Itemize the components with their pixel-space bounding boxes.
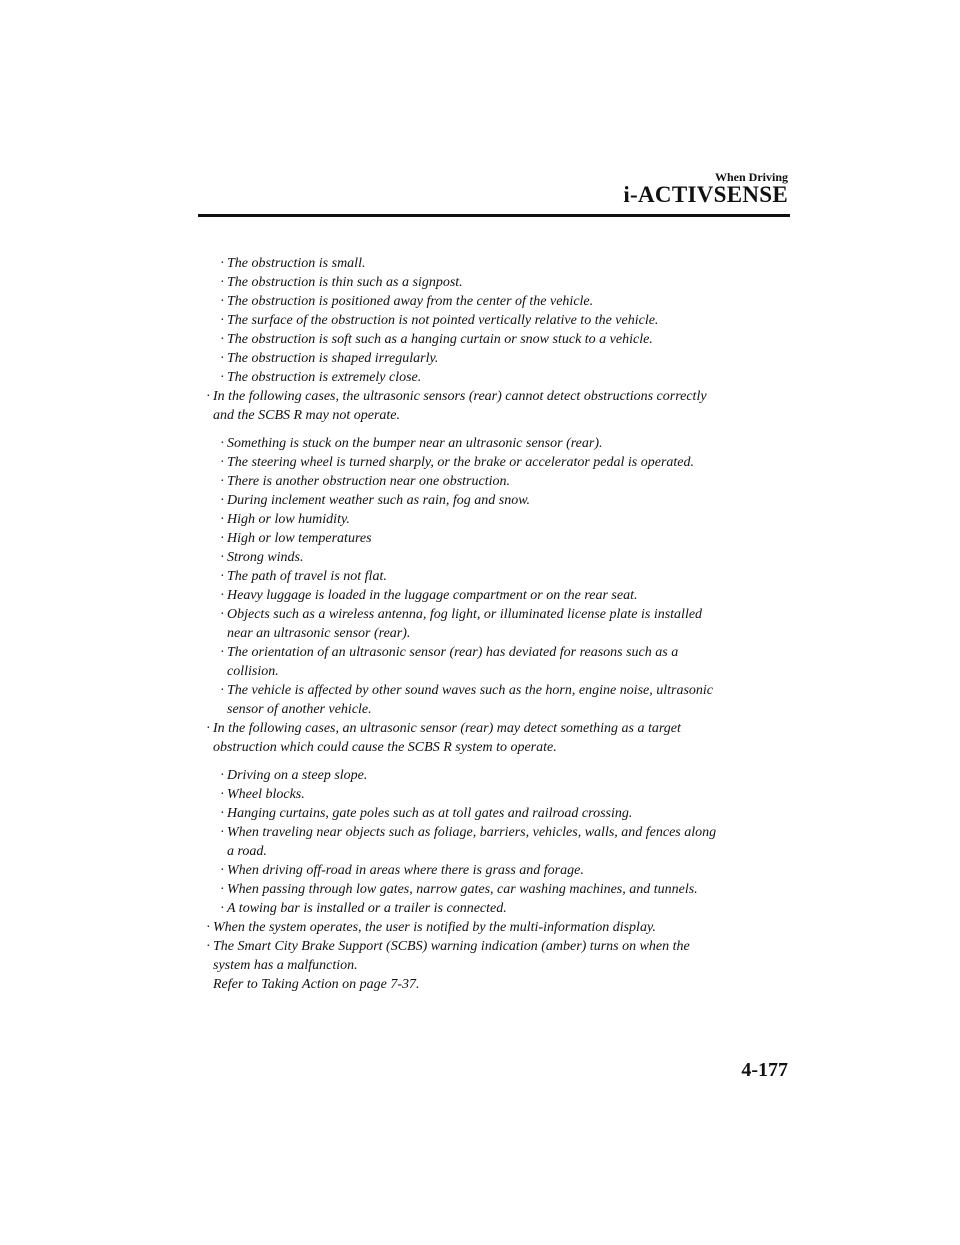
bullet-icon: · xyxy=(206,721,211,736)
list-item: · Something is stuck on the bumper near an ultrasonic sensor (rear). xyxy=(227,434,603,454)
list-item: · During inclement weather such as rain, fog and snow. xyxy=(227,491,530,511)
bullet-icon: · xyxy=(220,332,225,347)
list-item: · Wheel blocks. xyxy=(227,785,305,805)
list-item: · The vehicle is affected by other sound waves such as the horn, engine noise, ultrasonic xyxy=(227,681,713,701)
list-item-continuation: sensor of another vehicle. xyxy=(227,702,372,717)
list-item: · The steering wheel is turned sharply, or the brake or accelerator pedal is operated. xyxy=(227,453,694,473)
bullet-icon: · xyxy=(206,939,211,954)
list-item: · The obstruction is thin such as a signpost. xyxy=(227,273,463,293)
bullet-icon: · xyxy=(206,920,211,935)
bullet-icon: · xyxy=(220,493,225,508)
list-item: · In the following cases, the ultrasonic sensors (rear) cannot detect obstructions correctly xyxy=(213,387,707,407)
list-item: · When traveling near objects such as foliage, barriers, vehicles, walls, and fences along xyxy=(227,823,716,843)
bullet-icon: · xyxy=(220,768,225,783)
bullet-icon: · xyxy=(220,313,225,328)
cross-reference: Refer to Taking Action on page 7-37. xyxy=(213,977,420,992)
bullet-icon: · xyxy=(220,550,225,565)
list-item-continuation: collision. xyxy=(227,664,279,679)
bullet-icon: · xyxy=(220,351,225,366)
bullet-icon: · xyxy=(220,787,225,802)
bullet-icon: · xyxy=(220,645,225,660)
list-item: · The path of travel is not flat. xyxy=(227,567,387,587)
list-item: · Strong winds. xyxy=(227,548,304,568)
list-item-continuation: obstruction which could cause the SCBS R system to operate. xyxy=(213,740,557,755)
list-item: · Heavy luggage is loaded in the luggage compartment or on the rear seat. xyxy=(227,586,637,606)
list-item-continuation: near an ultrasonic sensor (rear). xyxy=(227,626,411,641)
list-item: · The obstruction is shaped irregularly. xyxy=(227,349,438,369)
list-item: · High or low humidity. xyxy=(227,510,350,530)
bullet-icon: · xyxy=(220,474,225,489)
list-item-continuation: and the SCBS R may not operate. xyxy=(213,408,401,423)
list-item: · The obstruction is extremely close. xyxy=(227,368,421,388)
list-item: · The obstruction is soft such as a hanging curtain or snow stuck to a vehicle. xyxy=(227,330,653,350)
list-item: · The orientation of an ultrasonic sensor (rear) has deviated for reasons such as a xyxy=(227,643,678,663)
bullet-icon: · xyxy=(220,531,225,546)
bullet-icon: · xyxy=(220,512,225,527)
bullet-icon: · xyxy=(220,683,225,698)
list-item: · There is another obstruction near one obstruction. xyxy=(227,472,510,492)
list-item: · The surface of the obstruction is not pointed vertically relative to the vehicle. xyxy=(227,311,658,331)
list-item: · In the following cases, an ultrasonic sensor (rear) may detect something as a target xyxy=(213,719,681,739)
list-item: · When driving off-road in areas where there is grass and forage. xyxy=(227,861,584,881)
list-item-continuation: system has a malfunction. xyxy=(213,958,358,973)
list-item: · When passing through low gates, narrow gates, car washing machines, and tunnels. xyxy=(227,880,698,900)
bullet-icon: · xyxy=(220,806,225,821)
bullet-icon: · xyxy=(220,275,225,290)
bullet-icon: · xyxy=(220,863,225,878)
bullet-icon: · xyxy=(206,389,211,404)
bullet-icon: · xyxy=(220,607,225,622)
list-item: · Objects such as a wireless antenna, fog light, or illuminated license plate is installed xyxy=(227,605,702,625)
list-item: · The obstruction is positioned away from the center of the vehicle. xyxy=(227,292,593,312)
bullet-icon: · xyxy=(220,882,225,897)
section-label: When Driving xyxy=(714,170,788,184)
list-item: · The Smart City Brake Support (SCBS) warning indication (amber) turns on when the xyxy=(213,937,690,957)
bullet-icon: · xyxy=(220,825,225,840)
list-item: · A towing bar is installed or a trailer is connected. xyxy=(227,899,507,919)
chapter-title: i-ACTIVSENSE xyxy=(623,182,788,207)
page-number: 4-177 xyxy=(741,1059,788,1081)
bullet-icon: · xyxy=(220,569,225,584)
list-item: · Driving on a steep slope. xyxy=(227,766,367,786)
list-item: · The obstruction is small. xyxy=(227,254,365,274)
bullet-icon: · xyxy=(220,256,225,271)
bullet-icon: · xyxy=(220,455,225,470)
bullet-icon: · xyxy=(220,436,225,451)
list-item: · When the system operates, the user is notified by the multi-information display. xyxy=(213,918,656,938)
list-item: · High or low temperatures xyxy=(227,529,372,549)
bullet-icon: · xyxy=(220,370,225,385)
list-item: · Hanging curtains, gate poles such as at toll gates and railroad crossing. xyxy=(227,804,632,824)
bullet-icon: · xyxy=(220,901,225,916)
bullet-icon: · xyxy=(220,588,225,603)
list-item-continuation: a road. xyxy=(227,844,267,859)
bullet-icon: · xyxy=(220,294,225,309)
